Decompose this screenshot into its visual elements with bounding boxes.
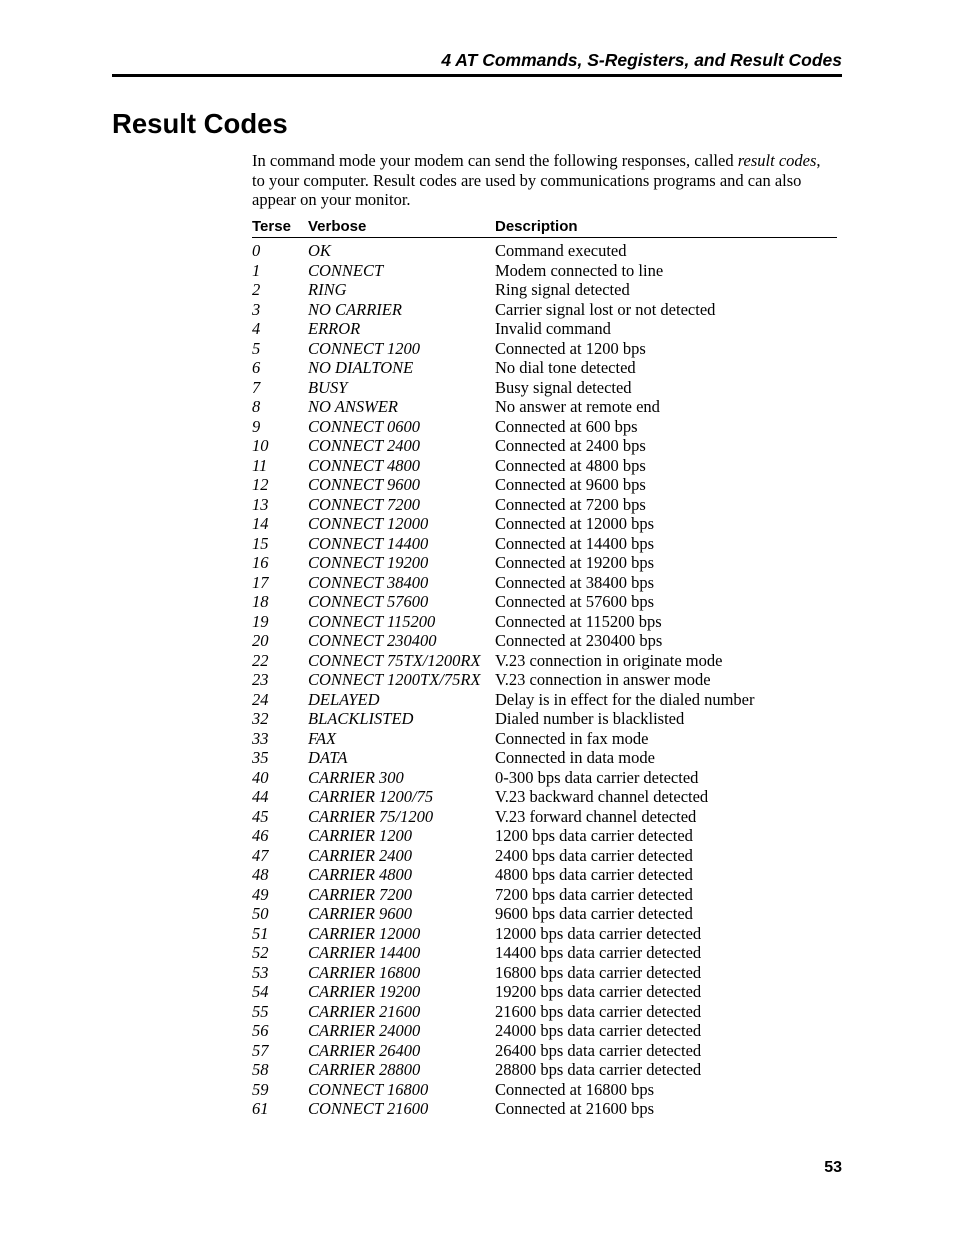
table-row — [252, 787, 837, 807]
terse-code: 14 — [252, 514, 269, 533]
intro-text-before: In command mode your modem can send the following responses, called — [252, 151, 738, 170]
table-row — [252, 924, 837, 944]
terse-code: 58 — [252, 1060, 269, 1079]
section-title: Result Codes — [112, 108, 288, 139]
description: Connected at 1200 bps — [495, 338, 646, 358]
description: V.23 forward channel detected — [495, 806, 697, 826]
verbose-code: CONNECT 1200TX/75RX — [308, 670, 481, 689]
verbose-code: NO CARRIER — [308, 299, 402, 319]
verbose-code: CARRIER 19200 — [308, 982, 421, 1001]
table-row — [252, 534, 837, 554]
verbose-code: CONNECT 38400 — [308, 572, 429, 592]
verbose-code: CONNECT — [308, 260, 384, 280]
verbose-code: CONNECT 4800 — [308, 455, 421, 475]
description: 14400 bps data carrier detected — [495, 943, 702, 962]
verbose-code: CARRIER 24000 — [308, 1021, 421, 1040]
terse-code: 5 — [252, 338, 261, 358]
description: Connected at 19200 bps — [495, 553, 655, 572]
table-row — [252, 885, 837, 905]
terse-code: 24 — [252, 689, 269, 709]
terse-code: 16 — [252, 553, 269, 572]
table-row — [252, 1002, 837, 1022]
table-row — [252, 651, 837, 671]
verbose-code: CARRIER 28800 — [308, 1060, 421, 1079]
description: 28800 bps data carrier detected — [495, 1060, 702, 1079]
terse-code: 4 — [252, 319, 261, 338]
terse-code: 33 — [252, 728, 269, 748]
verbose-code: CARRIER 75/1200 — [308, 806, 434, 826]
description: 26400 bps data carrier detected — [495, 1040, 702, 1060]
description: 0-300 bps data carrier detected — [495, 767, 699, 787]
table-row — [252, 748, 837, 768]
table-row — [252, 807, 837, 827]
terse-code: 52 — [252, 943, 269, 962]
terse-code: 56 — [252, 1021, 269, 1040]
column-header-verbose: Verbose — [308, 218, 367, 235]
terse-code: 3 — [252, 299, 261, 319]
table-row — [252, 573, 837, 593]
table-row — [252, 280, 837, 300]
description: Connected at 4800 bps — [495, 455, 646, 475]
verbose-code: CONNECT 9600 — [308, 475, 421, 494]
terse-code: 46 — [252, 826, 269, 845]
verbose-code: CONNECT 12000 — [308, 514, 429, 533]
description: Invalid command — [495, 319, 611, 338]
verbose-code: OK — [308, 241, 331, 260]
description: Connected at 115200 bps — [495, 611, 662, 631]
terse-code: 23 — [252, 670, 269, 689]
verbose-code: CONNECT 75TX/1200RX — [308, 650, 481, 670]
description: Connected in fax mode — [495, 728, 649, 748]
table-row — [252, 417, 837, 437]
table-row — [252, 1021, 837, 1041]
terse-code: 50 — [252, 904, 269, 923]
description: Ring signal detected — [495, 280, 630, 299]
description: Delay is in effect for the dialed number — [495, 689, 755, 709]
description: V.23 connection in answer mode — [495, 670, 711, 689]
verbose-code: CARRIER 1200/75 — [308, 787, 434, 806]
table-row — [252, 943, 837, 963]
description: 12000 bps data carrier detected — [495, 923, 702, 943]
description: V.23 backward channel detected — [495, 787, 709, 806]
terse-code: 61 — [252, 1099, 269, 1118]
table-row — [252, 553, 837, 573]
verbose-code: CARRIER 4800 — [308, 865, 413, 884]
result-codes-table — [252, 241, 837, 1119]
terse-code: 6 — [252, 358, 261, 377]
table-row — [252, 592, 837, 612]
description: Modem connected to line — [495, 260, 664, 280]
table-row — [252, 826, 837, 846]
terse-code: 11 — [252, 455, 268, 475]
verbose-code: NO ANSWER — [308, 397, 398, 416]
table-row — [252, 1099, 837, 1119]
terse-code: 57 — [252, 1040, 269, 1060]
table-row — [252, 768, 837, 788]
table-row — [252, 631, 837, 651]
table-row — [252, 378, 837, 398]
terse-code: 54 — [252, 982, 269, 1001]
verbose-code: DELAYED — [308, 689, 380, 709]
table-row — [252, 241, 837, 261]
table-row — [252, 456, 837, 476]
terse-code: 0 — [252, 241, 261, 260]
verbose-code: CARRIER 300 — [308, 767, 404, 787]
verbose-code: BUSY — [308, 377, 348, 397]
description: 2400 bps data carrier detected — [495, 845, 693, 865]
description: 4800 bps data carrier detected — [495, 865, 693, 884]
description: 21600 bps data carrier detected — [495, 1001, 702, 1021]
description: 24000 bps data carrier detected — [495, 1021, 702, 1040]
terse-code: 20 — [252, 631, 269, 650]
description: 7200 bps data carrier detected — [495, 884, 693, 904]
table-row — [252, 261, 837, 281]
verbose-code: CONNECT 57600 — [308, 592, 429, 611]
terse-code: 2 — [252, 280, 261, 299]
table-row — [252, 963, 837, 983]
terse-code: 35 — [252, 748, 269, 767]
column-header-description: Description — [495, 218, 578, 235]
table-row — [252, 397, 837, 417]
verbose-code: CARRIER 9600 — [308, 904, 413, 923]
terse-code: 1 — [252, 260, 261, 280]
description: 9600 bps data carrier detected — [495, 904, 693, 923]
table-row — [252, 1080, 837, 1100]
intro-text-after: , to your computer. Result codes are used by communications programs and can also appear on your monitor. — [252, 151, 821, 209]
table-row — [252, 904, 837, 924]
terse-code: 15 — [252, 533, 269, 553]
description: 16800 bps data carrier detected — [495, 962, 702, 982]
table-row — [252, 358, 837, 378]
description: Connected at 12000 bps — [495, 514, 655, 533]
verbose-code: NO DIALTONE — [308, 358, 414, 377]
terse-code: 8 — [252, 397, 261, 416]
table-row — [252, 495, 837, 515]
verbose-code: CONNECT 14400 — [308, 533, 429, 553]
verbose-code: CONNECT 0600 — [308, 416, 421, 436]
table-row — [252, 1041, 837, 1061]
terse-code: 7 — [252, 377, 261, 397]
table-row — [252, 1060, 837, 1080]
description: Connected at 57600 bps — [495, 592, 655, 611]
description: Connected at 7200 bps — [495, 494, 646, 514]
description: No answer at remote end — [495, 397, 660, 416]
terse-code: 59 — [252, 1079, 269, 1099]
verbose-code: CARRIER 26400 — [308, 1040, 421, 1060]
table-row — [252, 690, 837, 710]
terse-code: 45 — [252, 806, 269, 826]
description: Connected at 230400 bps — [495, 631, 663, 650]
verbose-code: CONNECT 7200 — [308, 494, 421, 514]
verbose-code: CARRIER 7200 — [308, 884, 413, 904]
verbose-code: CONNECT 21600 — [308, 1099, 429, 1118]
verbose-code: CARRIER 16800 — [308, 962, 421, 982]
table-row — [252, 612, 837, 632]
description: 19200 bps data carrier detected — [495, 982, 702, 1001]
terse-code: 47 — [252, 845, 269, 865]
table-header — [252, 217, 837, 238]
terse-code: 17 — [252, 572, 269, 592]
page-number: 53 — [824, 1159, 842, 1176]
terse-code: 40 — [252, 767, 269, 787]
table-row — [252, 982, 837, 1002]
description: Command executed — [495, 241, 627, 260]
running-head-title: 4 AT Commands, S-Registers, and Result Codes — [441, 50, 842, 70]
table-row — [252, 319, 837, 339]
terse-code: 55 — [252, 1001, 269, 1021]
description: Connected at 9600 bps — [495, 475, 646, 494]
verbose-code: CARRIER 12000 — [308, 923, 421, 943]
column-header-terse: Terse — [252, 218, 291, 235]
table-row — [252, 670, 837, 690]
table-row — [252, 709, 837, 729]
terse-code: 22 — [252, 650, 269, 670]
description: Busy signal detected — [495, 377, 632, 397]
description: Connected at 2400 bps — [495, 436, 646, 455]
intro-emphasis: result codes — [737, 151, 817, 170]
verbose-code: CARRIER 2400 — [308, 845, 413, 865]
table-row — [252, 514, 837, 534]
table-row — [252, 436, 837, 456]
description: Dialed number is blacklisted — [495, 709, 685, 728]
description: Connected at 21600 bps — [495, 1099, 655, 1118]
terse-code: 12 — [252, 475, 269, 494]
terse-code: 49 — [252, 884, 269, 904]
verbose-code: ERROR — [308, 319, 361, 338]
verbose-code: CONNECT 19200 — [308, 553, 429, 572]
intro-paragraph — [252, 151, 832, 210]
description: Connected in data mode — [495, 748, 655, 767]
table-row — [252, 729, 837, 749]
description: Connected at 14400 bps — [495, 533, 655, 553]
terse-code: 53 — [252, 962, 269, 982]
verbose-code: CONNECT 1200 — [308, 338, 421, 358]
description: No dial tone detected — [495, 358, 636, 377]
description: 1200 bps data carrier detected — [495, 826, 693, 845]
verbose-code: CONNECT 2400 — [308, 436, 421, 455]
table-row — [252, 846, 837, 866]
description: Connected at 600 bps — [495, 416, 638, 436]
verbose-code: BLACKLISTED — [308, 709, 414, 728]
terse-code: 51 — [252, 923, 269, 943]
terse-code: 44 — [252, 787, 269, 806]
terse-code: 19 — [252, 611, 269, 631]
table-row — [252, 475, 837, 495]
description: Carrier signal lost or not detected — [495, 299, 716, 319]
verbose-code: CARRIER 21600 — [308, 1001, 421, 1021]
description: V.23 connection in originate mode — [495, 650, 723, 670]
verbose-code: CONNECT 115200 — [308, 611, 436, 631]
table-row — [252, 300, 837, 320]
description: Connected at 38400 bps — [495, 572, 655, 592]
description: Connected at 16800 bps — [495, 1079, 655, 1099]
verbose-code: DATA — [308, 748, 348, 767]
terse-code: 9 — [252, 416, 261, 436]
verbose-code: CARRIER 14400 — [308, 943, 421, 962]
header-rule — [112, 74, 842, 77]
terse-code: 18 — [252, 592, 269, 611]
verbose-code: CARRIER 1200 — [308, 826, 413, 845]
table-row — [252, 339, 837, 359]
verbose-code: CONNECT 16800 — [308, 1079, 429, 1099]
terse-code: 32 — [252, 709, 269, 728]
verbose-code: CONNECT 230400 — [308, 631, 437, 650]
table-row — [252, 865, 837, 885]
terse-code: 48 — [252, 865, 269, 884]
verbose-code: FAX — [308, 728, 337, 748]
verbose-code: RING — [308, 280, 347, 299]
terse-code: 13 — [252, 494, 269, 514]
terse-code: 10 — [252, 436, 269, 455]
